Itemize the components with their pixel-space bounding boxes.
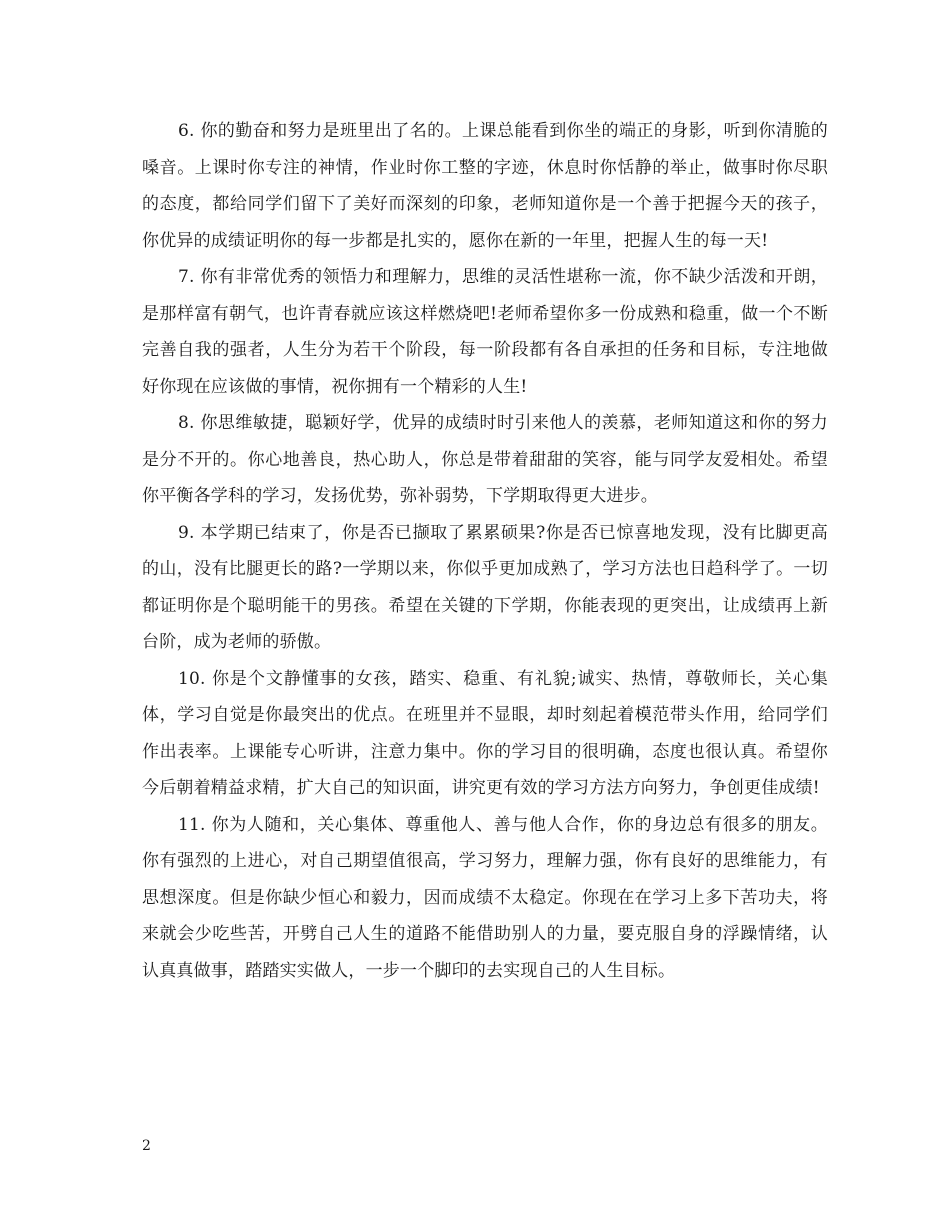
document-body	[142, 113, 828, 989]
page-number: 2	[142, 1138, 151, 1154]
paragraph-11: 11. 你为人随和，关心集体、尊重他人、善与他人合作，你的身边总有很多的朋友。你有强烈的上进心，对自己期望值很高，学习努力，理解力强，你有良好的思维能力，有思想深度。但是你缺少恒心和毅力，因而成绩不太稳定。你现在在学习上多下苦功夫，将来就会少吃些苦，开劈自己人生的道路不能借助别人的力量，要克服自身的浮躁情绪，认认真真做事，踏踏实实做人，一步一个脚印的去实现自己的人生目标。	[142, 814, 828, 981]
paragraph-10: 10. 你是个文静懂事的女孩，踏实、稳重、有礼貌;诚实、热情，尊敬师长，关心集体，学习自觉是你最突出的优点。在班里并不显眼，却时刻起着模范带头作用，给同学们作出表率。上课能专心听讲，注意力集中。你的学习目的很明确，态度也很认真。希望你今后朝着精益求精，扩大自己的知识面，讲究更有效的学习方法方向努力，争创更佳成绩!	[142, 668, 828, 798]
paragraph-8: 8. 你思维敏捷，聪颖好学，优异的成绩时时引来他人的羡慕，老师知道这和你的努力是分不开的。你心地善良，热心助人，你总是带着甜甜的笑容，能与同学友爱相处。希望你平衡各学科的学习，发扬优势，弥补弱势，下学期取得更大进步。	[142, 413, 828, 506]
paragraph-7: 7. 你有非常优秀的领悟力和理解力，思维的灵活性堪称一流，你不缺少活泼和开朗，是那样富有朝气，也许青春就应该这样燃烧吧!老师希望你多一份成熟和稳重，做一个不断完善自我的强者，人生分为若干个阶段，每一阶段都有各自承担的任务和目标，专注地做好你现在应该做的事情，祝你拥有一个精彩的人生!	[142, 267, 828, 397]
paragraph-6: 6. 你的勤奋和努力是班里出了名的。上课总能看到你坐的端正的身影，听到你清脆的嗓音。上课时你专注的神情，作业时你工整的字迹，休息时你恬静的举止，做事时你尽职的态度，都给同学们留下了美好而深刻的印象，老师知道你是一个善于把握今天的孩子，你优异的成绩证明你的每一步都是扎实的，愿你在新的一年里，把握人生的每一天!	[142, 121, 828, 251]
paragraph-9: 9. 本学期已结束了，你是否已撷取了累累硕果?你是否已惊喜地发现，没有比脚更高的山，没有比腿更长的路?一学期以来，你似乎更加成熟了，学习方法也日趋科学了。一切都证明你是个聪明能干的男孩。希望在关键的下学期，你能表现的更突出，让成绩再上新台阶，成为老师的骄傲。	[142, 522, 828, 652]
